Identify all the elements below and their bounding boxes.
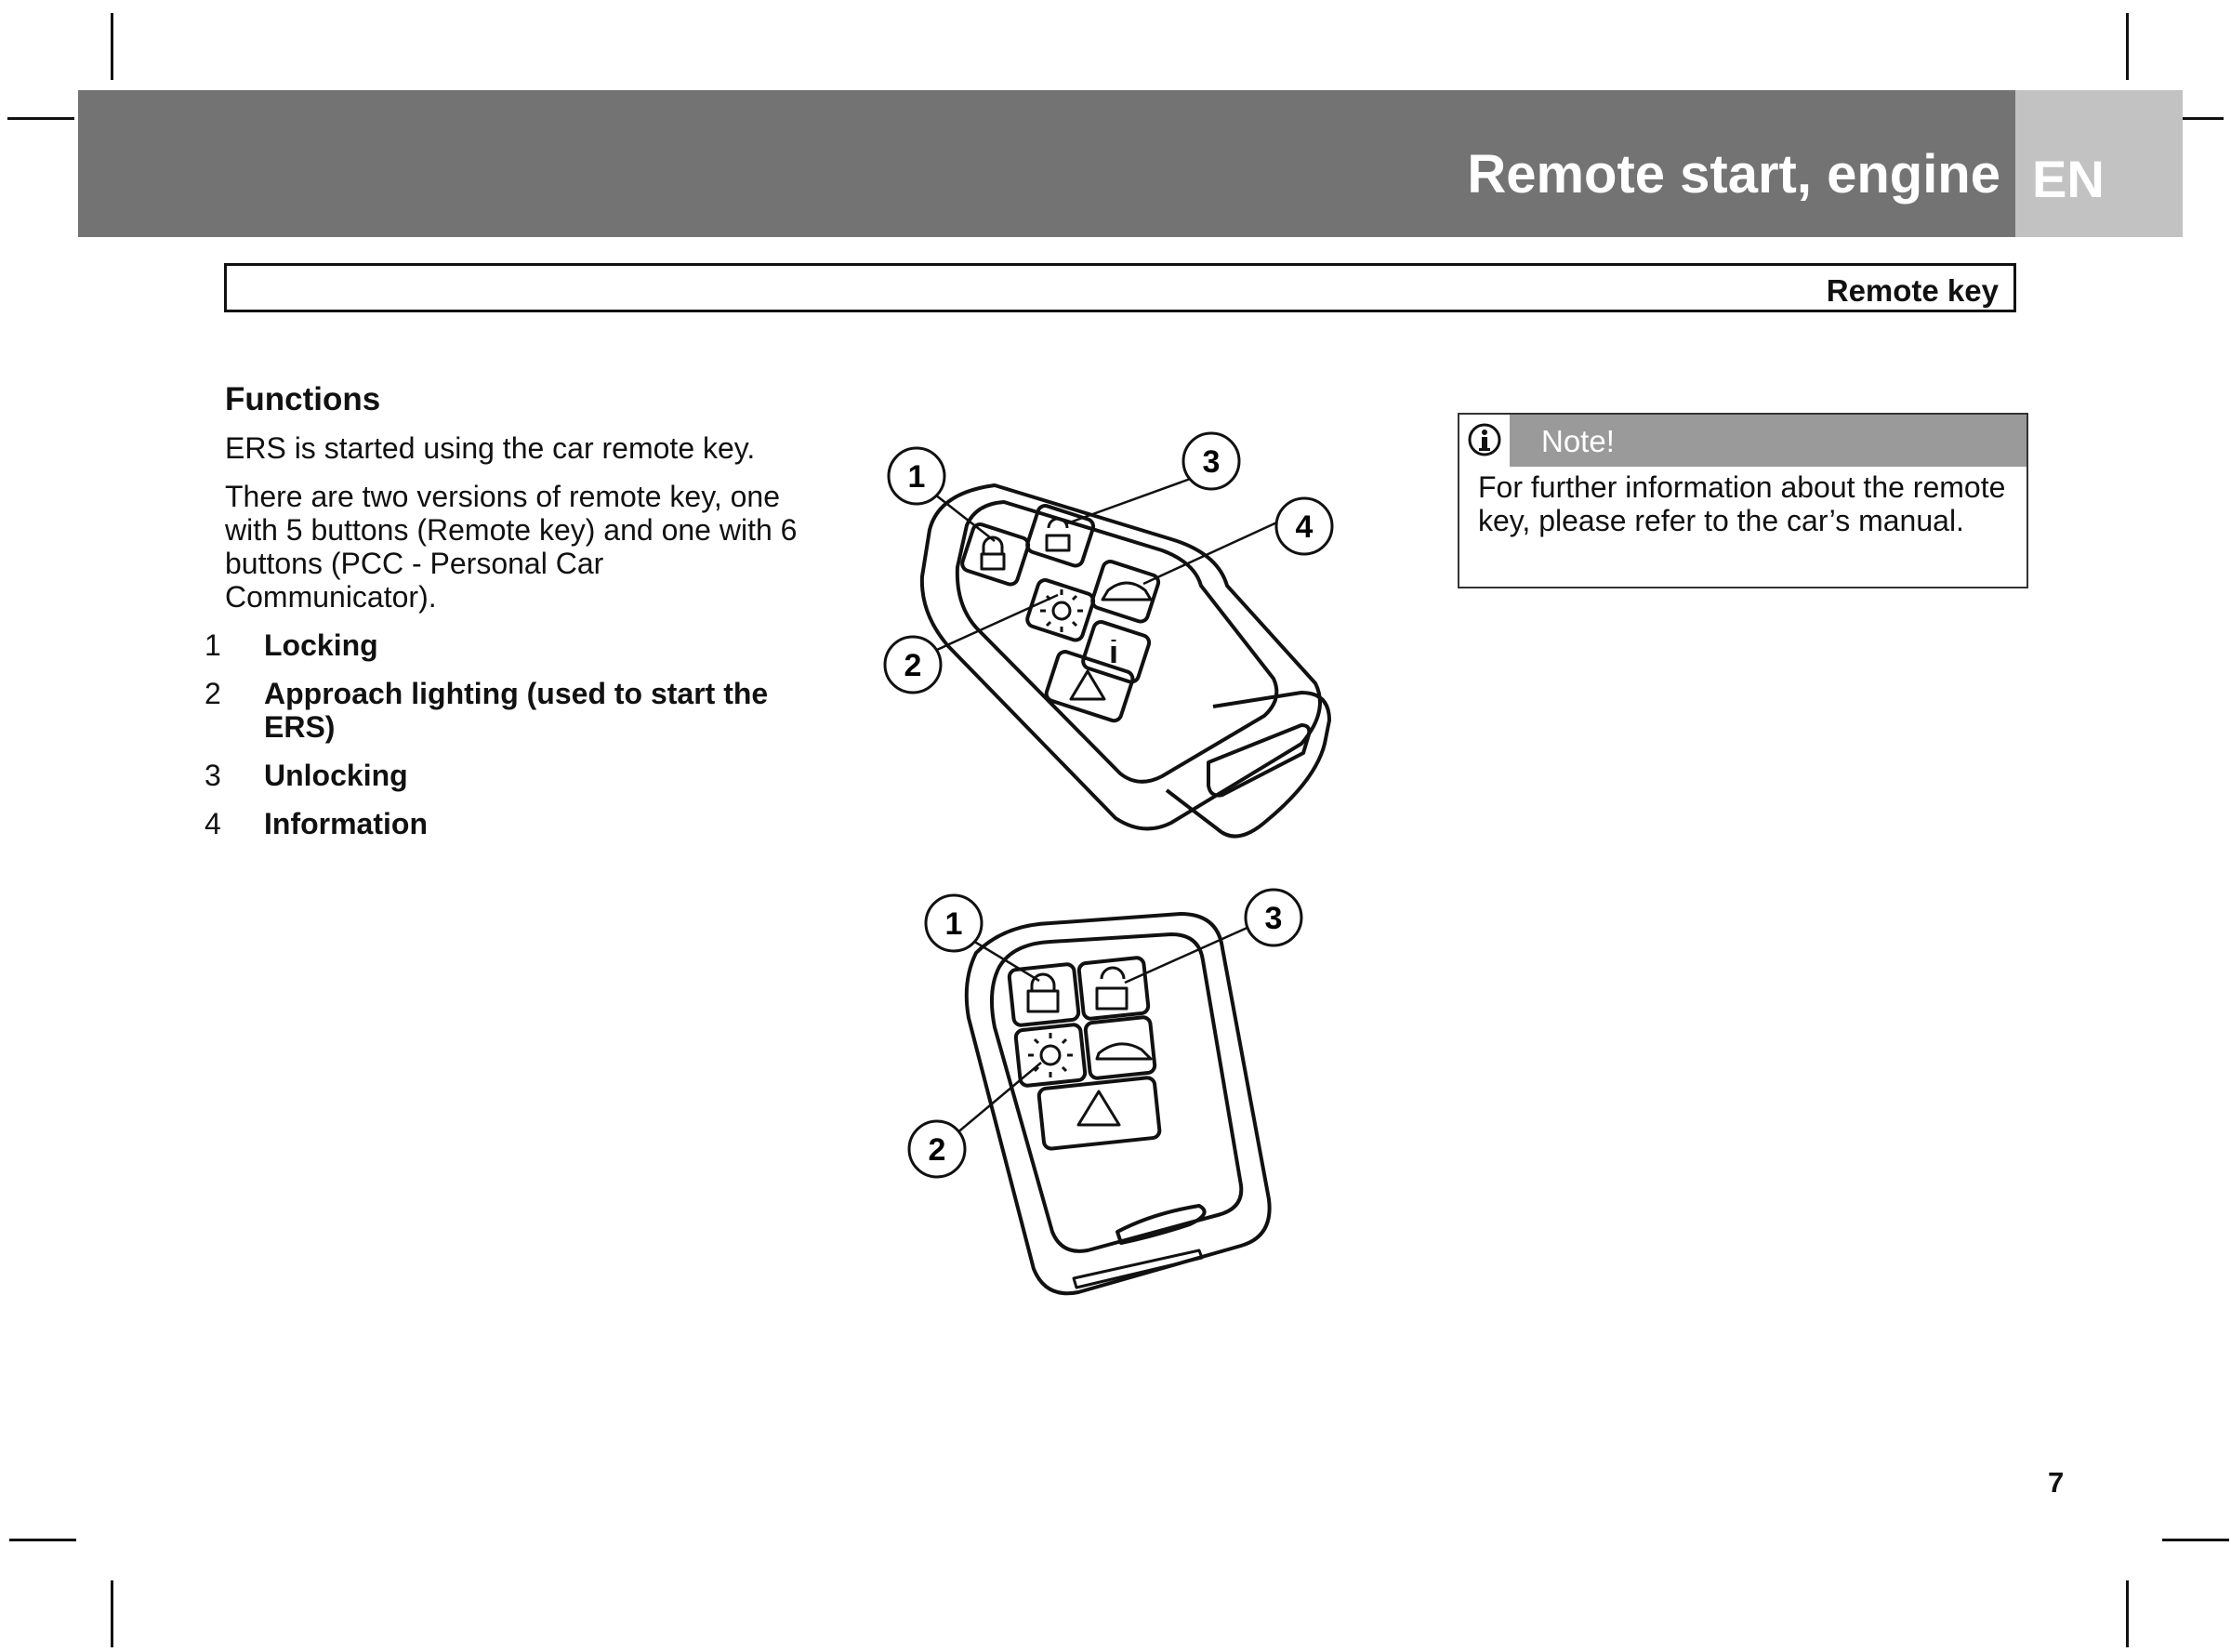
note-title: Note! (1541, 424, 1615, 458)
crop-mark (111, 13, 113, 80)
callout-3 (1183, 433, 1239, 489)
versions-paragraph: There are two versions of remote key, one with 5 buttons (Remote key) and one with 6 buttons (PCC - Personal Car Communicator). (225, 480, 798, 614)
callout-1 (889, 448, 944, 504)
callout-4 (1276, 498, 1332, 554)
list-item-label: Unlocking (264, 759, 408, 792)
callout-2 (909, 1121, 965, 1177)
crop-mark (2162, 1539, 2229, 1541)
crop-mark (9, 1539, 76, 1541)
callout-label: 3 (1202, 444, 1221, 480)
callout-label: 3 (1264, 901, 1283, 936)
callout-label: 1 (944, 906, 963, 942)
page-title: Remote start, engine (1467, 144, 2000, 205)
list-item-label: Information (264, 807, 428, 840)
crop-mark (7, 117, 74, 120)
functions-column (205, 381, 820, 855)
callout-label: 2 (904, 648, 922, 683)
crop-mark (111, 1580, 113, 1647)
section-box (224, 263, 2016, 312)
list-item (205, 628, 820, 662)
crop-mark (2126, 1580, 2129, 1647)
callout-label: 1 (907, 459, 926, 495)
page-number: 7 (2048, 1466, 2065, 1499)
note-header (1459, 415, 2026, 467)
list-item (205, 677, 820, 744)
list-item-number: 3 (205, 759, 221, 792)
list-item (205, 807, 820, 840)
functions-heading: Functions (225, 381, 381, 417)
functions-list (205, 628, 820, 840)
pcc-key-illustration (865, 428, 1366, 846)
list-item-label: Approach lighting (used to start the ERS) (264, 677, 769, 744)
list-item-number: 4 (205, 807, 221, 840)
list-item (205, 759, 820, 792)
language-label: EN (2032, 150, 2105, 208)
list-item-label: Locking (264, 628, 378, 662)
section-label: Remote key (1826, 273, 1999, 308)
callout-1 (926, 895, 982, 951)
callout-label: 2 (928, 1132, 946, 1168)
intro-paragraph: ERS is started using the car remote key. (225, 431, 756, 465)
callout-3 (1246, 890, 1301, 945)
list-item-number: 2 (205, 677, 221, 710)
info-icon (1467, 422, 1502, 457)
callout-2 (885, 637, 941, 693)
crop-mark (2126, 13, 2129, 80)
note-body: For further information about the remote key, please refer to the car’s manual. (1478, 470, 2006, 537)
callout-label: 4 (1295, 509, 1314, 545)
remote-key-illustration (892, 879, 1329, 1306)
note-box (1458, 413, 2028, 588)
list-item-number: 1 (205, 628, 221, 662)
